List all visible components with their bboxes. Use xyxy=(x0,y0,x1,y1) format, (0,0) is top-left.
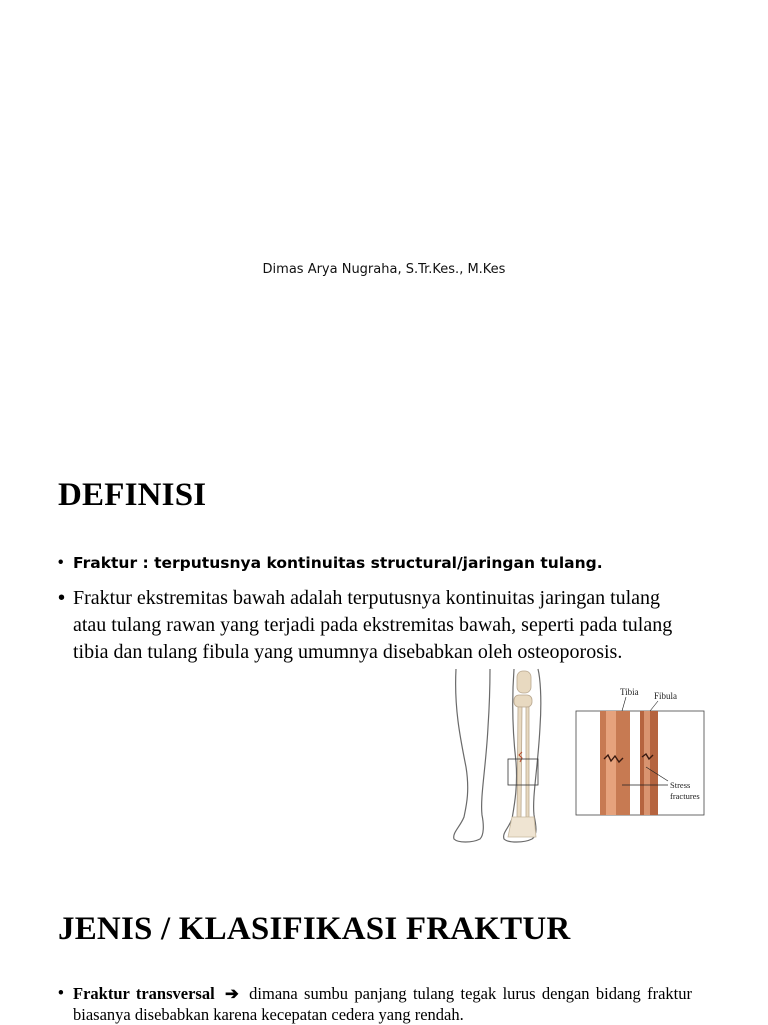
fibula-label: Fibula xyxy=(654,691,678,701)
jenis-heading: JENIS / KLASIFIKASI FRAKTUR xyxy=(58,911,571,947)
definisi-heading: DEFINISI xyxy=(58,477,207,513)
definisi-bullet-text: Fraktur : terputusnya kontinuitas structural/jaringan tulang. xyxy=(73,554,603,572)
right-arrow-icon: ➔ xyxy=(225,984,239,1003)
bullet-dot-icon: • xyxy=(58,554,64,571)
definisi-bullet-list xyxy=(58,551,698,666)
jenis-bullet-item xyxy=(58,983,692,1025)
jenis-bullet-term: Fraktur transversal xyxy=(73,984,215,1003)
fractures-label: fractures xyxy=(670,791,700,801)
title-slide xyxy=(0,0,768,445)
leg-fracture-illustration xyxy=(446,667,718,853)
definisi-slide xyxy=(0,445,768,875)
author-name: Dimas Arya Nugraha, S.Tr.Kes., M.Kes xyxy=(262,262,506,277)
definisi-bullet-item xyxy=(58,551,698,575)
tibia-label: Tibia xyxy=(620,687,639,697)
definisi-bullet-text: Fraktur ekstremitas bawah adalah terputusnya kontinuitas jaringan tulang atau tulang rawan yang terjadi pada ekstremitas bawah, seperti pada tulang tibia dan tulang fibula yang umumnya disebabkan oleh osteoporosis. xyxy=(73,587,673,663)
stress-label: Stress xyxy=(670,780,691,790)
jenis-bullet-text: dimana sumbu panjang tulang tegak lurus dengan bidang fraktur biasanya disebabkan karena kecepatan cedera yang rendah. xyxy=(73,984,692,1024)
definisi-bullet-item xyxy=(58,585,698,666)
bullet-dot-icon: • xyxy=(58,984,64,1002)
bullet-dot-icon: • xyxy=(58,587,66,609)
jenis-bullet-list xyxy=(58,983,692,1025)
jenis-slide xyxy=(0,875,768,1024)
